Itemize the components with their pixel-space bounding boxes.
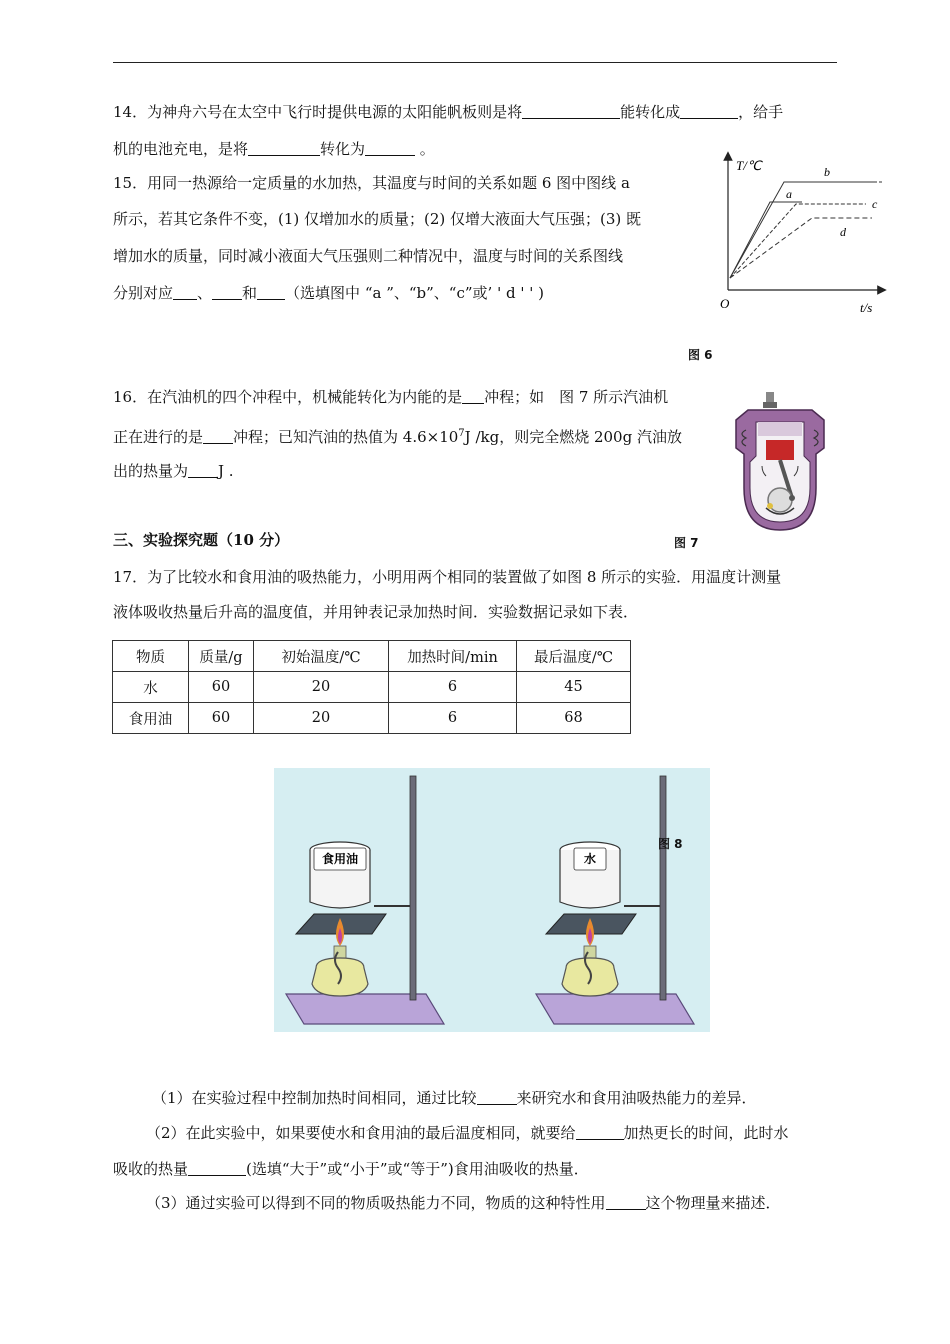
q14-line2: 机的电池充电，是将 转化为 。 xyxy=(113,140,435,158)
fig6-x-label: t/s xyxy=(860,300,873,315)
table-cell: 68 xyxy=(517,703,631,734)
fig6-curve-b xyxy=(730,182,874,278)
q16-line3: 出的热量为 J . xyxy=(113,462,234,480)
table-cell: 水 xyxy=(113,672,189,703)
section3-title: 三、实验探究题（10 分） xyxy=(113,531,290,549)
table-cell: 6 xyxy=(389,703,517,734)
table-header: 最后温度/℃ xyxy=(517,641,631,672)
blank-q15-1[interactable] xyxy=(173,284,197,300)
q17-p2a: （2）在此实验中，如果要使水和食用油的最后温度相同，就要给 加热更长的时间，此时水 xyxy=(146,1124,789,1142)
q17-line1: 17．为了比较水和食用油的吸热能力，小明用两个相同的装置做了如图 8 所示的实验．用温度计测量 xyxy=(113,568,782,586)
stand-rod-left xyxy=(410,776,416,1000)
blank-q16-2[interactable] xyxy=(203,428,233,444)
q15-line4: 分别对应 、 和 （选填图中 “a ”、“b”、“c”或’ ' d ' ' ) xyxy=(113,284,544,302)
blank-q14-3[interactable] xyxy=(248,140,320,156)
q16-line2: 正在进行的是 冲程；已知汽油的热值为 $4.6\times 10^7J$ /kg，则完全燃烧 200g 汽油放 xyxy=(113,428,682,446)
blank-q15-2[interactable] xyxy=(212,284,242,300)
table-cell: 20 xyxy=(254,672,389,703)
fig7-caption: 图 7 xyxy=(674,536,699,550)
blank-q15-3[interactable] xyxy=(257,284,285,300)
blank-q17-4[interactable] xyxy=(606,1194,646,1210)
q14-line1: 14．为神舟六号在太空中飞行时提供电源的太阳能帆板则是将 能转化成 ，给手 xyxy=(113,103,784,121)
q15-line1: 15．用同一热源给一定质量的水加热，其温度与时间的关系如题 6 图中图线 a xyxy=(113,174,630,192)
fig6-label-b: b xyxy=(824,165,830,179)
header-rule xyxy=(113,62,837,63)
fig6-origin: O xyxy=(720,296,730,311)
table-row xyxy=(113,672,631,703)
stand-rod-right xyxy=(660,776,666,1000)
blank-q17-2[interactable] xyxy=(576,1124,624,1140)
table-header: 初始温度/℃ xyxy=(254,641,389,672)
blank-q16-3[interactable] xyxy=(188,462,218,478)
data-table xyxy=(112,640,631,734)
q17-p3: （3）通过实验可以得到不同的物质吸热能力不同，物质的这种特性用 这个物理量来描述． xyxy=(146,1194,781,1212)
fig6-label-d: d xyxy=(840,225,846,239)
table-row xyxy=(113,703,631,734)
fig6-y-label: T/℃ xyxy=(736,158,762,173)
table-cell: 20 xyxy=(254,703,389,734)
fig8-apparatus xyxy=(274,768,710,1032)
cup-label-right: 水 xyxy=(583,852,597,866)
fig6-curve-d xyxy=(730,218,872,278)
q15-line2: 所示，若其它条件不变，(1) 仅增加水的质量；(2) 仅增大液面大气压强；(3) 既 xyxy=(113,210,642,228)
table-cell: 60 xyxy=(189,672,254,703)
fig6-caption: 图 6 xyxy=(688,348,713,362)
q15-line3: 增加水的质量，同时减小液面大气压强则二种情况中，温度与时间的关系图线 xyxy=(113,247,624,265)
table-header-row xyxy=(113,641,631,672)
blank-q14-1[interactable] xyxy=(522,103,620,119)
fig6-label-a: a xyxy=(786,187,792,201)
fig6-label-c: c xyxy=(872,197,878,211)
fig7-engine xyxy=(730,388,830,538)
piston xyxy=(766,440,794,460)
table-header: 质量/g xyxy=(189,641,254,672)
table-header: 加热时间/min xyxy=(389,641,517,672)
q16-line1: 16．在汽油机的四个冲程中，机械能转化为内能的是 冲程；如 图 7 所示汽油机 xyxy=(113,388,669,406)
blank-q16-1[interactable] xyxy=(462,388,484,404)
q17-line2: 液体吸收热量后升高的温度值，并用钟表记录加热时间．实验数据记录如下表． xyxy=(113,603,639,621)
table-header: 物质 xyxy=(113,641,189,672)
q17-p1: （1）在实验过程中控制加热时间相同，通过比较 来研究水和食用油吸热能力的差异． xyxy=(152,1089,757,1107)
blank-q17-3[interactable] xyxy=(188,1160,246,1176)
blank-q14-4[interactable] xyxy=(365,140,415,156)
table-cell: 60 xyxy=(189,703,254,734)
blank-q14-2[interactable] xyxy=(680,103,738,119)
table-cell: 45 xyxy=(517,672,631,703)
blank-q17-1[interactable] xyxy=(477,1089,517,1105)
fig6-graph xyxy=(712,150,892,320)
stand-base-left xyxy=(286,994,444,1024)
table-cell: 食用油 xyxy=(113,703,189,734)
stand-base-right xyxy=(536,994,694,1024)
fig8-caption: 图 8 xyxy=(658,837,683,851)
q17-p2b: 吸收的热量 (选填“大于”或“小于”或“等于”)食用油吸收的热量． xyxy=(113,1160,589,1178)
table-cell: 6 xyxy=(389,672,517,703)
cup-label-left: 食用油 xyxy=(321,852,359,866)
